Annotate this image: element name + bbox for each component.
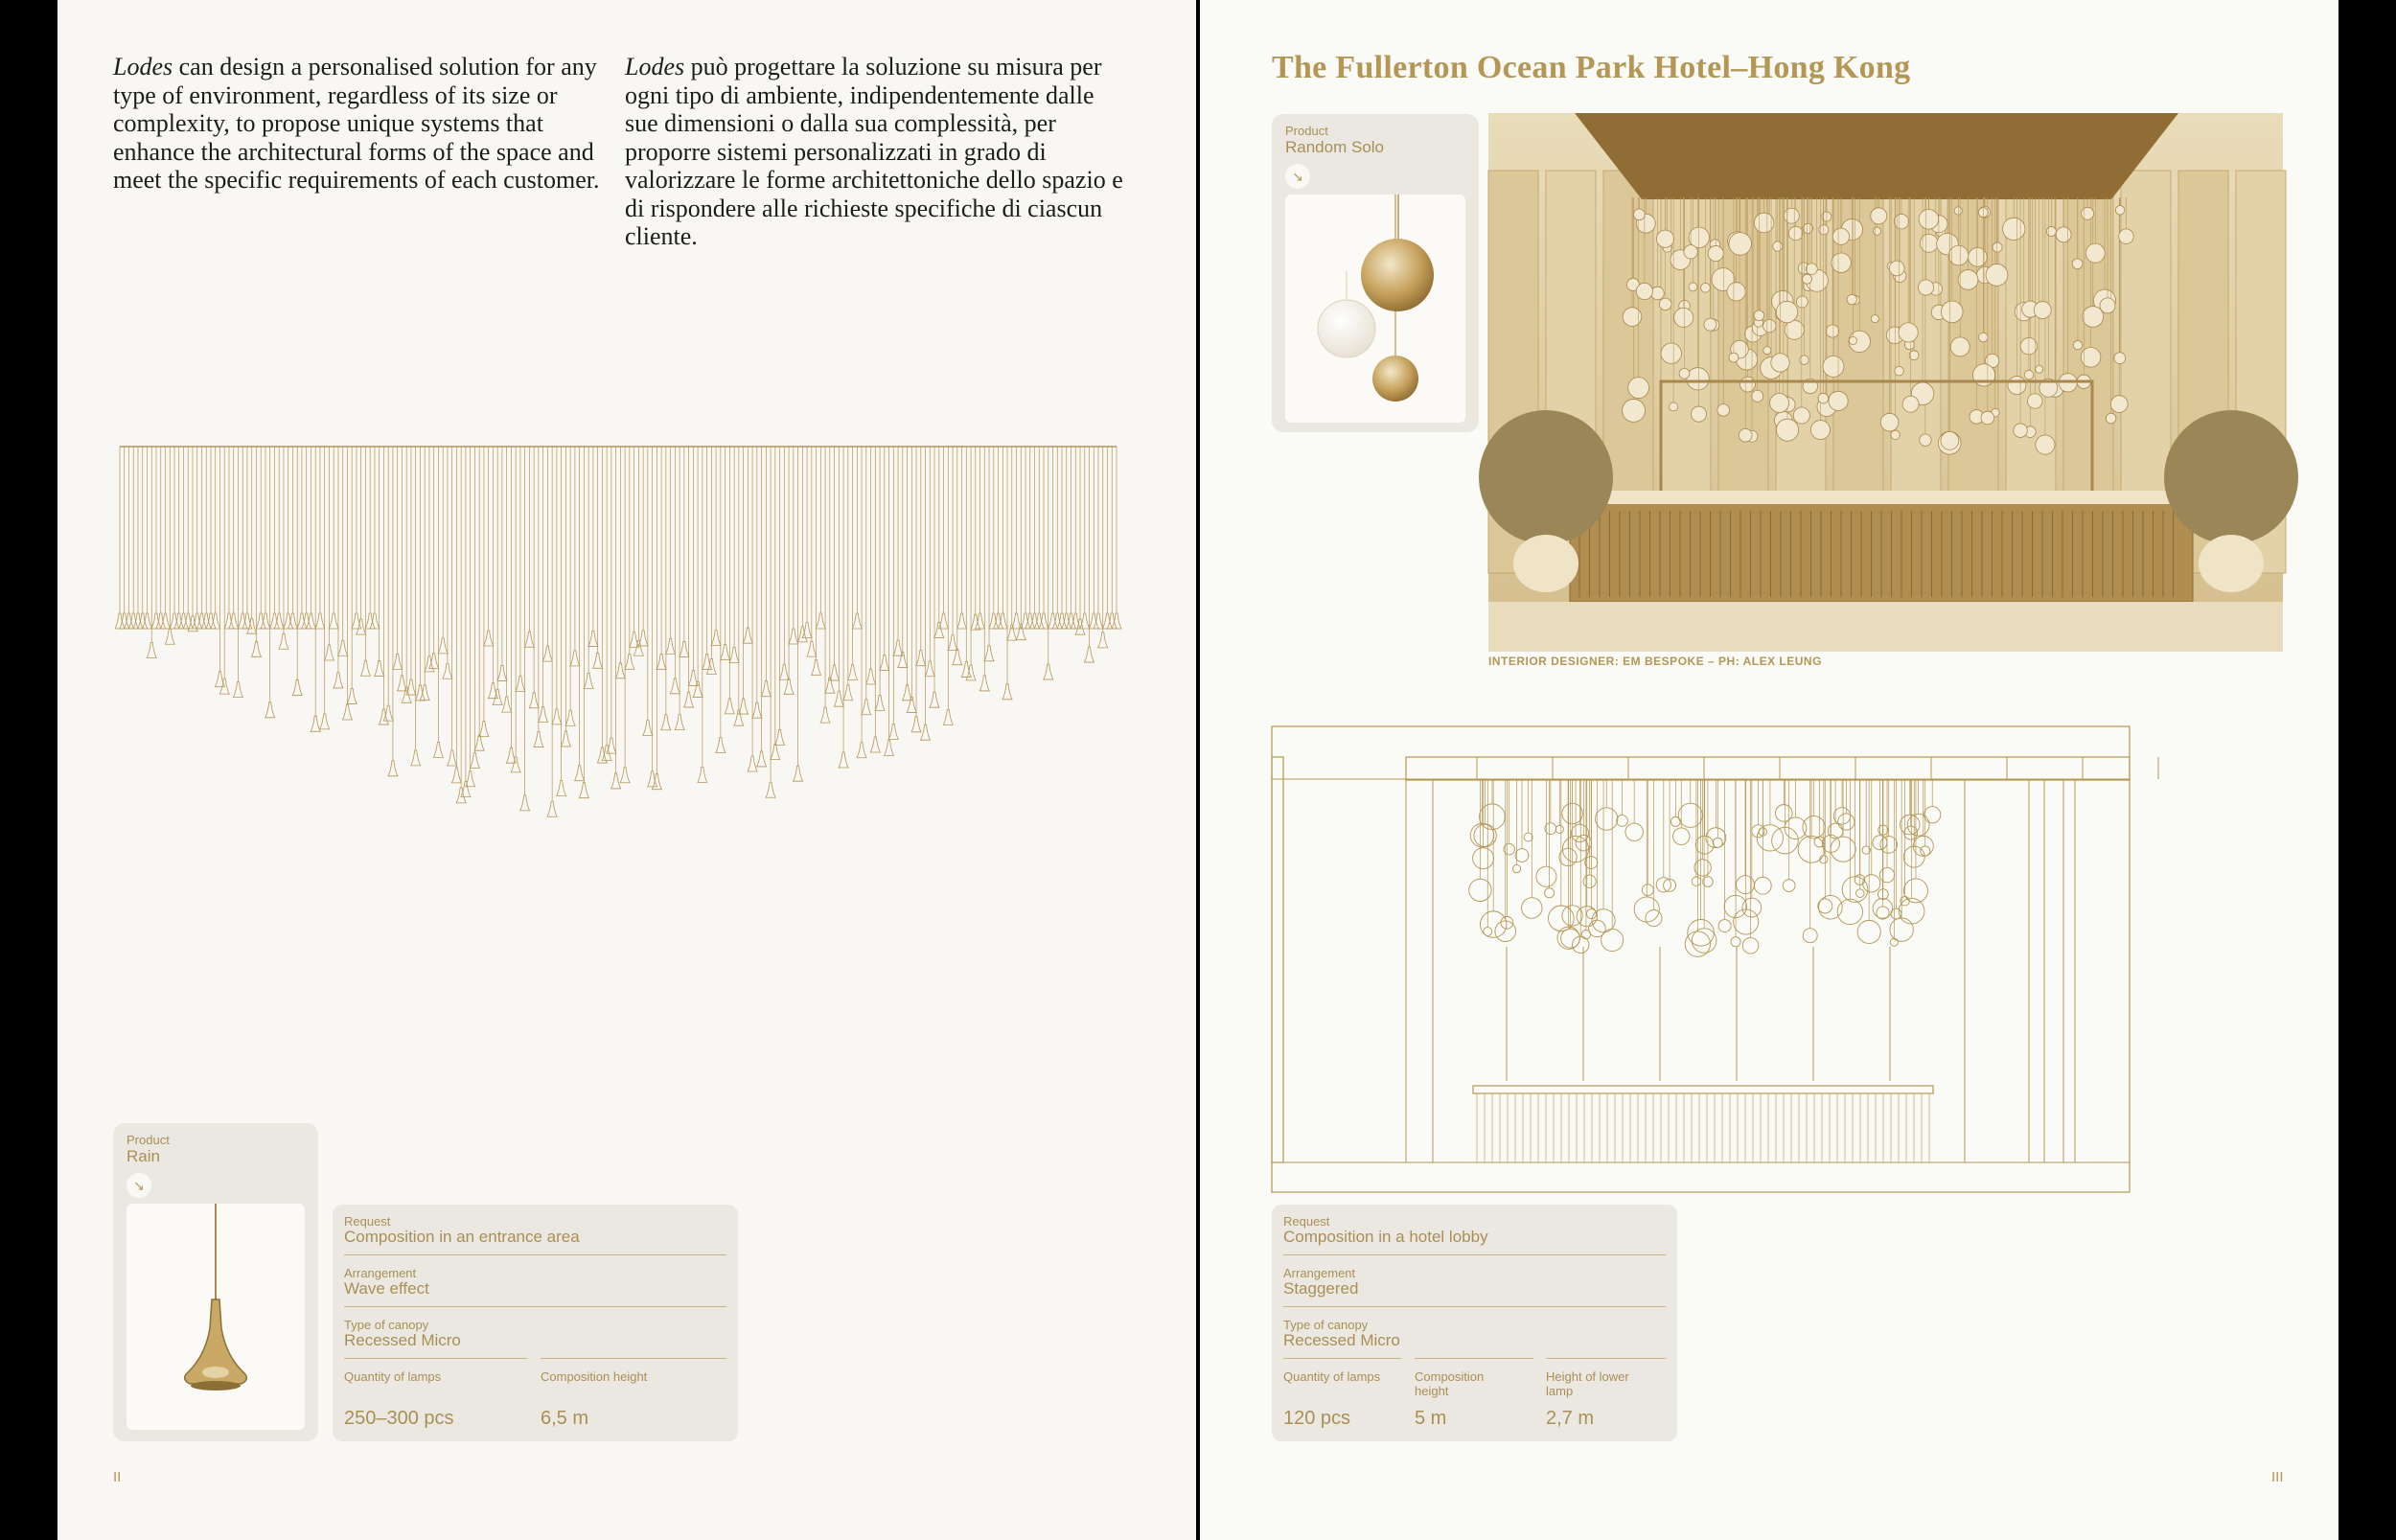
quantity-value: 120 pcs — [1283, 1408, 1351, 1429]
product-name: Random Solo — [1285, 138, 1385, 156]
product-image-random-solo — [1285, 195, 1465, 423]
divider — [344, 1254, 726, 1255]
arrangement-label: Arrangement — [1283, 1266, 1356, 1280]
rain-composition-drawing — [58, 0, 1196, 958]
intro-text-italian: Lodes può progettare la soluzione su misura per ogni tipo di ambiente, indipendentemente dalle sue dimensioni o dalla sua complessità, per proporre sistemi personalizzati in grado di valorizzare le forme architettoniche dello spazio e di rispondere alle richieste specifiche di ciascun cliente. — [625, 53, 1123, 250]
divider — [1283, 1358, 1401, 1359]
height-label: Composition height — [1415, 1369, 1485, 1398]
spec-card-left — [333, 1205, 738, 1441]
quantity-label: Quantity of lamps — [344, 1369, 442, 1384]
canopy-value: Recessed Micro — [344, 1331, 461, 1349]
product-label: Product — [127, 1133, 170, 1147]
height-label: Composition height — [541, 1369, 648, 1384]
divider — [541, 1358, 726, 1359]
lower-lamp-label: Height of lower lamp — [1546, 1369, 1629, 1398]
arrow-down-right-icon[interactable]: ↘ — [1285, 164, 1310, 189]
divider — [1415, 1358, 1533, 1359]
random-solo-lamp-icon — [1285, 195, 1465, 423]
hotel-lobby-photo — [1488, 113, 2283, 652]
height-value: 6,5 m — [541, 1408, 589, 1429]
canopy-label: Type of canopy — [1283, 1318, 1369, 1332]
photo-credit: INTERIOR DESIGNER: EM BESPOKE – PH: ALEX LEUNG — [1488, 655, 1822, 668]
divider — [1283, 1306, 1666, 1307]
lobby-elevation-drawing — [1272, 726, 2130, 1192]
arrow-down-right-icon[interactable]: ↘ — [127, 1173, 151, 1198]
intro-text-english: Lodes can design a personalised solution for any type of environment, regardless of its size or complexity, to propose unique systems that enhance the architectural forms of the space and meet the specific requirements of each customer. — [113, 53, 600, 194]
lower-lamp-value: 2,7 m — [1546, 1408, 1595, 1429]
request-value: Composition in a hotel lobby — [1283, 1228, 1488, 1246]
arrangement-label: Arrangement — [344, 1266, 417, 1280]
page-number: III — [2271, 1469, 2284, 1485]
divider — [1283, 1254, 1666, 1255]
quantity-label: Quantity of lamps — [1283, 1369, 1381, 1384]
product-card-random-solo[interactable] — [1272, 114, 1479, 432]
product-card-rain[interactable] — [113, 1123, 318, 1441]
rain-lamp-icon — [127, 1204, 305, 1430]
spec-card-right — [1272, 1205, 1677, 1441]
page-number: II — [113, 1469, 122, 1485]
arrangement-value: Wave effect — [344, 1279, 429, 1298]
quantity-value: 250–300 pcs — [344, 1408, 454, 1429]
request-value: Composition in an entrance area — [344, 1228, 580, 1246]
divider — [344, 1358, 527, 1359]
product-label: Product — [1285, 124, 1328, 138]
left-page — [58, 0, 1196, 1540]
project-title: The Fullerton Ocean Park Hotel–Hong Kong — [1272, 50, 1911, 85]
canopy-label: Type of canopy — [344, 1318, 429, 1332]
canopy-value: Recessed Micro — [1283, 1331, 1400, 1349]
right-page — [1200, 0, 2338, 1540]
product-image-rain — [127, 1204, 305, 1430]
request-label: Request — [344, 1214, 391, 1229]
request-label: Request — [1283, 1214, 1330, 1229]
divider — [1546, 1358, 1666, 1359]
divider — [344, 1306, 726, 1307]
arrangement-value: Staggered — [1283, 1279, 1359, 1298]
product-name: Rain — [127, 1147, 160, 1165]
height-value: 5 m — [1415, 1408, 1447, 1429]
